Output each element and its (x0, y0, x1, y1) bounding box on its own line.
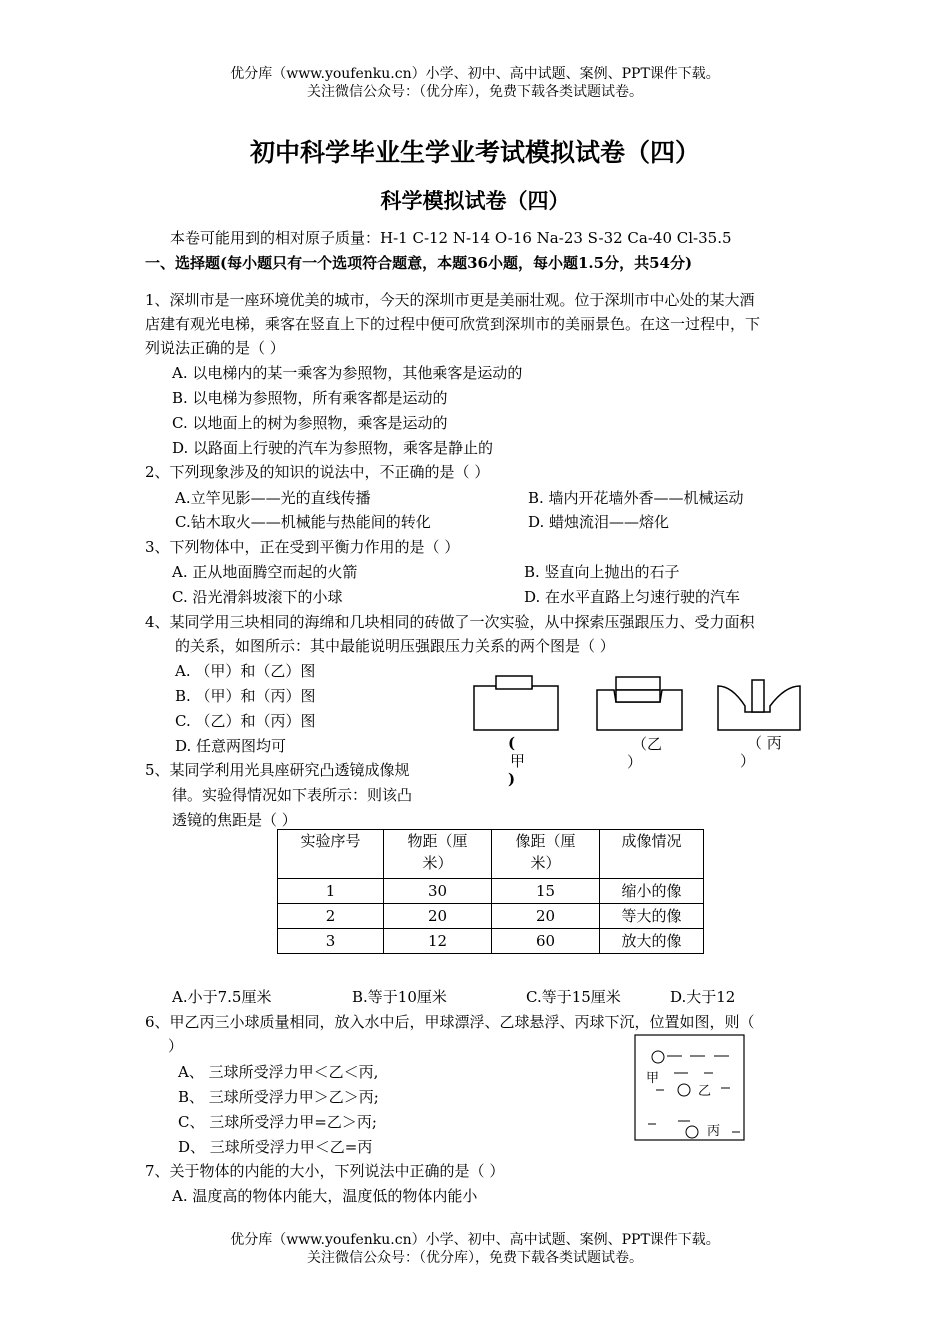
page-title: 初中科学毕业生学业考试模拟试卷（四） (249, 138, 700, 167)
lens-data-table (277, 829, 704, 954)
q1-option-b: B. 以电梯为参照物，所有乘客都是运动的 (172, 389, 448, 407)
q1-option-d: D. 以路面上行驶的汽车为参照物，乘客是静止的 (172, 439, 494, 457)
q5-option-c: C.等于15厘米 (526, 988, 621, 1006)
table-cell: 20 (492, 904, 600, 929)
fig-label-bing: （ 丙 (747, 734, 782, 752)
q1-option-c: C. 以地面上的树为参照物，乘客是运动的 (172, 414, 448, 432)
footer-line-1: 优分库（www.youfenku.cn）小学、初中、高中试题、案例、PPT课件下载。 (230, 1232, 720, 1248)
table-cell: 缩小的像 (600, 879, 704, 904)
q6-option-c: C、 三球所受浮力甲=乙＞丙; (178, 1113, 377, 1131)
q3-option-d: D. 在水平直路上匀速行驶的汽车 (524, 588, 741, 606)
q4-option-a: A. （甲）和（乙）图 (175, 662, 316, 680)
q3-option-a: A. 正从地面腾空而起的火箭 (172, 563, 358, 581)
brick (616, 690, 660, 702)
table-header-row (278, 830, 704, 879)
fig-label-yi: （乙 (632, 735, 663, 753)
q5-option-d: D.大于12 (670, 988, 736, 1006)
q4-option-d: D. 任意两图均可 (175, 737, 287, 755)
table-cell: 12 (384, 929, 492, 954)
brick-standing (752, 680, 764, 712)
table-cell: 3 (278, 929, 384, 954)
q5-option-a: A.小于7.5厘米 (172, 988, 272, 1006)
q7-option-a: A. 温度高的物体内能大，温度低的物体内能小 (172, 1187, 478, 1205)
q4-line-2: 的关系，如图所示：其中最能说明压强跟压力关系的两个图是（ ） (175, 637, 615, 655)
ball-bing (686, 1126, 698, 1138)
fig-label-jia: 甲 (510, 752, 526, 770)
q6-line-2: ） (168, 1037, 184, 1055)
floating-balls-figure (634, 1034, 746, 1142)
page-subtitle: 科学模拟试卷（四） (380, 188, 570, 213)
q1-option-a: A. 以电梯内的某一乘客为参照物，其他乘客是运动的 (172, 364, 523, 382)
q5-line-3: 透镜的焦距是（ ） (172, 811, 297, 829)
table-cell: 60 (492, 929, 600, 954)
q4-line-1: 4、某同学用三块相同的海绵和几块相同的砖做了一次实验，从中探索压强跟压力、受力面积 (145, 613, 755, 631)
q5-line-1: 5、某同学利用光具座研究凸透镜成像规 (145, 761, 410, 779)
fig-label-yi-close: ） (627, 753, 643, 771)
sponge-bing (718, 680, 800, 730)
table-cell: 30 (384, 879, 492, 904)
q3-option-c: C. 沿光滑斜坡滚下的小球 (172, 588, 343, 606)
q4-option-b: B. （甲）和（丙）图 (175, 687, 316, 705)
fig-label-jia-close: ) (508, 770, 516, 788)
q6-option-b: B、 三球所受浮力甲＞乙＞丙; (178, 1088, 379, 1106)
q2-stem: 2、下列现象涉及的知识的说法中，不正确的是（ ） (145, 463, 490, 481)
brick (496, 676, 532, 689)
atomic-mass-line: 本卷可能用到的相对原子质量：H-1 C-12 N-14 O-16 Na-23 S-32 Ca-40 Cl-35.5 (170, 229, 732, 247)
table-header: 像距（厘 米） (492, 830, 600, 879)
q6-option-d: D、 三球所受浮力甲＜乙=丙 (178, 1138, 373, 1156)
q2-option-a: A.立竿见影——光的直线传播 (175, 489, 371, 507)
table-cell: 15 (492, 879, 600, 904)
q5-option-b: B.等于10厘米 (352, 988, 447, 1006)
q1-line-1: 1、深圳市是一座环境优美的城市，今天的深圳市更是美丽壮观。位于深圳市中心处的某大酒 (145, 291, 755, 309)
water-surface-lines (648, 1056, 740, 1132)
q1-line-3: 列说法正确的是（ ） (145, 339, 285, 357)
fig-label-bing-close: ） (740, 752, 756, 770)
section-1-heading: 一、选择题(每小题只有一个选项符合题意，本题36小题，每小题1.5分，共54分) (145, 254, 693, 272)
ball-jia (652, 1051, 664, 1063)
brick (616, 677, 660, 690)
q6-option-a: A、 三球所受浮力甲＜乙＜丙, (178, 1063, 379, 1081)
q6-line-1: 6、甲乙丙三小球质量相同，放入水中后，甲球漂浮、乙球悬浮、丙球下沉，位置如图，则（ (145, 1013, 755, 1031)
q7-stem: 7、关于物体的内能的大小，下列说法中正确的是（ ） (145, 1162, 505, 1180)
table-header: 实验序号 (278, 830, 384, 879)
q5-line-2: 律。实验得情况如下表所示：则该凸 (172, 786, 413, 804)
fig-label-jia-open: ( (508, 734, 516, 752)
table-cell: 放大的像 (600, 929, 704, 954)
table-cell: 1 (278, 879, 384, 904)
sponge-jia (474, 676, 558, 730)
table-row (278, 879, 704, 904)
table-cell: 2 (278, 904, 384, 929)
table-row (278, 904, 704, 929)
ball-label-yi: 乙 (698, 1084, 712, 1099)
ball-yi (678, 1084, 690, 1096)
footer-line-2: 关注微信公众号：（优分库），免费下载各类试题试卷。 (307, 1250, 643, 1266)
q2-option-d: D. 蜡烛流泪——熔化 (528, 513, 670, 531)
q3-option-b: B. 竖直向上抛出的石子 (524, 563, 680, 581)
ball-label-jia: 甲 (646, 1071, 660, 1086)
q4-option-c: C. （乙）和（丙）图 (175, 712, 316, 730)
table-cell: 等大的像 (600, 904, 704, 929)
q2-option-c: C.钻木取火——机械能与热能间的转化 (175, 513, 431, 531)
table-header: 成像情况 (600, 830, 704, 879)
table-cell: 20 (384, 904, 492, 929)
header-line-2: 关注微信公众号：（优分库），免费下载各类试题试卷。 (307, 84, 643, 100)
q3-stem: 3、下列物体中，正在受到平衡力作用的是（ ） (145, 538, 460, 556)
table-row (278, 929, 704, 954)
sponge-yi (597, 677, 682, 730)
sponge-brick-figure (470, 672, 810, 732)
table-header: 物距（厘 米） (384, 830, 492, 879)
q2-option-b: B. 墙内开花墙外香——机械运动 (528, 489, 744, 507)
header-line-1: 优分库（www.youfenku.cn）小学、初中、高中试题、案例、PPT课件下载。 (230, 66, 720, 82)
q1-line-2: 店建有观光电梯，乘客在竖直上下的过程中便可欣赏到深圳市的美丽景色。在这一过程中，下 (145, 315, 761, 333)
ball-label-bing: 丙 (707, 1124, 721, 1139)
